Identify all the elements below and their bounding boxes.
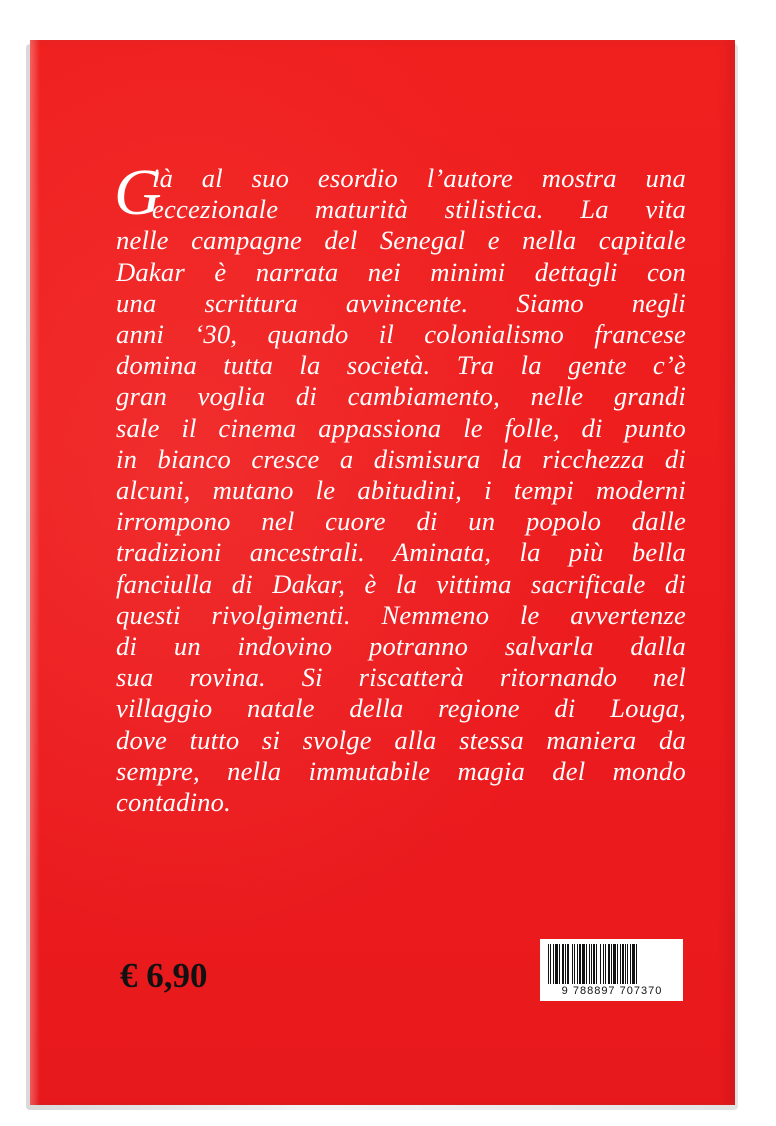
blurb-line: eccezionale maturità stilistica. La vita xyxy=(152,194,686,225)
barcode-number: 9 788897 707370 xyxy=(561,985,663,997)
barcode-bars xyxy=(548,944,676,984)
blurb-line: ià al suo esordio l’autore mostra una xyxy=(152,163,686,193)
blurb-line: sale il cinema appassiona le folle, di punto xyxy=(116,412,686,443)
blurb-line: nelle campagne del Senegal e nella capitale xyxy=(116,225,686,256)
blurb-line: in bianco cresce a dismisura la ricchezza di xyxy=(116,443,686,474)
barcode xyxy=(540,939,683,1001)
blurb-line: questi rivolgimenti. Nemmeno le avvertenze xyxy=(116,599,686,630)
barcode-bar xyxy=(637,944,638,984)
blurb-line: fanciulla di Dakar, è la vittima sacrificale di xyxy=(116,568,686,599)
blurb-line: gran voglia di cambiamento, nelle grandi xyxy=(116,381,686,412)
blurb-line: Dakar è narrata nei minimi dettagli con xyxy=(116,256,686,287)
blurb-line: sua rovina. Si riscatterà ritornando nel xyxy=(116,662,686,693)
price-label: € 6,90 xyxy=(120,956,208,995)
blurb-line: dove tutto si svolge alla stessa maniera da xyxy=(116,724,686,755)
cover-highlight xyxy=(30,40,40,1105)
blurb-text xyxy=(116,163,686,818)
blurb-drop-cap: G xyxy=(114,156,162,229)
blurb-line: una scrittura avvincente. Siamo negli xyxy=(116,287,686,318)
blurb-line: irrompono nel cuore di un popolo dalle xyxy=(116,506,686,537)
blurb-line: alcuni, mutano le abitudini, i tempi moderni xyxy=(116,475,686,506)
blurb-line: sempre, nella immutabile magia del mondo xyxy=(116,755,686,786)
blurb-line: tradizioni ancestrali. Aminata, la più bella xyxy=(116,537,686,568)
blurb-line: di un indovino potranno salvarla dalla xyxy=(116,631,686,662)
blurb-line: villaggio natale della regione di Louga, xyxy=(116,693,686,724)
blurb-line: domina tutta la società. Tra la gente c’è xyxy=(116,350,686,381)
blurb-line: contadino. xyxy=(116,787,232,818)
blurb-line: anni ‘30, quando il colonialismo francese xyxy=(116,319,686,350)
